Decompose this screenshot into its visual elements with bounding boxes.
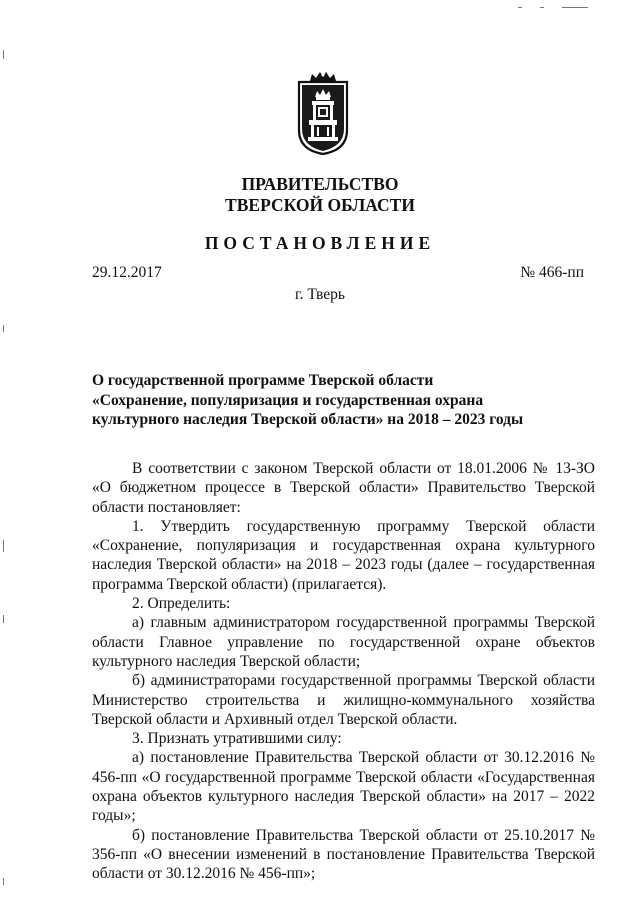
document-number: № 466-пп — [520, 264, 584, 281]
title-line2: «Сохранение, популяризация и государственная охрана — [92, 391, 484, 409]
intro-paragraph: В соответствии с законом Тверской области от 18.01.2006 № 13-ЗО «О бюджетном процессе в Тверской области» Правительство Тверской области постановляет: — [92, 460, 595, 516]
clause-3a: а) постановление Правительства Тверской области от 30.12.2016 № 456-пп «О государственной программе Тверской области «Государственная охрана объектов культурного наследия Тверской области» на 2017 – 2022 годы»; — [92, 749, 595, 825]
org-name-line2: ТВЕРСКОЙ ОБЛАСТИ — [225, 195, 415, 215]
document-city: г. Тверь — [295, 286, 345, 303]
title-line3: культурного наследия Тверской области» на 2018 – 2023 годы — [92, 411, 524, 428]
document-title — [92, 371, 612, 430]
clause-3: 3. Признать утратившими силу: — [132, 730, 342, 748]
title-line1: О государственной программе Тверской области — [92, 372, 434, 389]
document-body — [92, 459, 595, 884]
document-date: 29.12.2017 — [92, 264, 162, 281]
document-type: ПОСТАНОВЛЕНИЕ — [204, 233, 436, 253]
clause-2: 2. Определить: — [132, 595, 231, 613]
clause-2a: а) главным администратором государственной программы Тверской области Главное управление по государственной охране объектов культурного наследия Тверской области; — [92, 614, 595, 670]
clause-2b: б) администраторами государственной программы Тверской области Министерство строительства и жилищно-коммунального хозяйства Тверской области и Архивный отдел Тверской области. — [92, 672, 595, 728]
tver-coat-of-arms-icon — [296, 72, 350, 156]
org-name-line1: ПРАВИТЕЛЬСТВО — [241, 174, 399, 194]
clause-3b: б) постановление Правительства Тверской области от 25.10.2017 № 356-пп «О внесении изменений в постановление Правительства Тверской области от 30.12.2016 № 456-пп»; — [92, 826, 595, 883]
clause-1: 1. Утвердить государственную программу Тверской области «Сохранение, популяризация и государственная охрана культурного наследия Тверской области» на 2018 – 2023 годы (далее – государственная программа Тверской области) (прилагается). — [92, 517, 595, 593]
